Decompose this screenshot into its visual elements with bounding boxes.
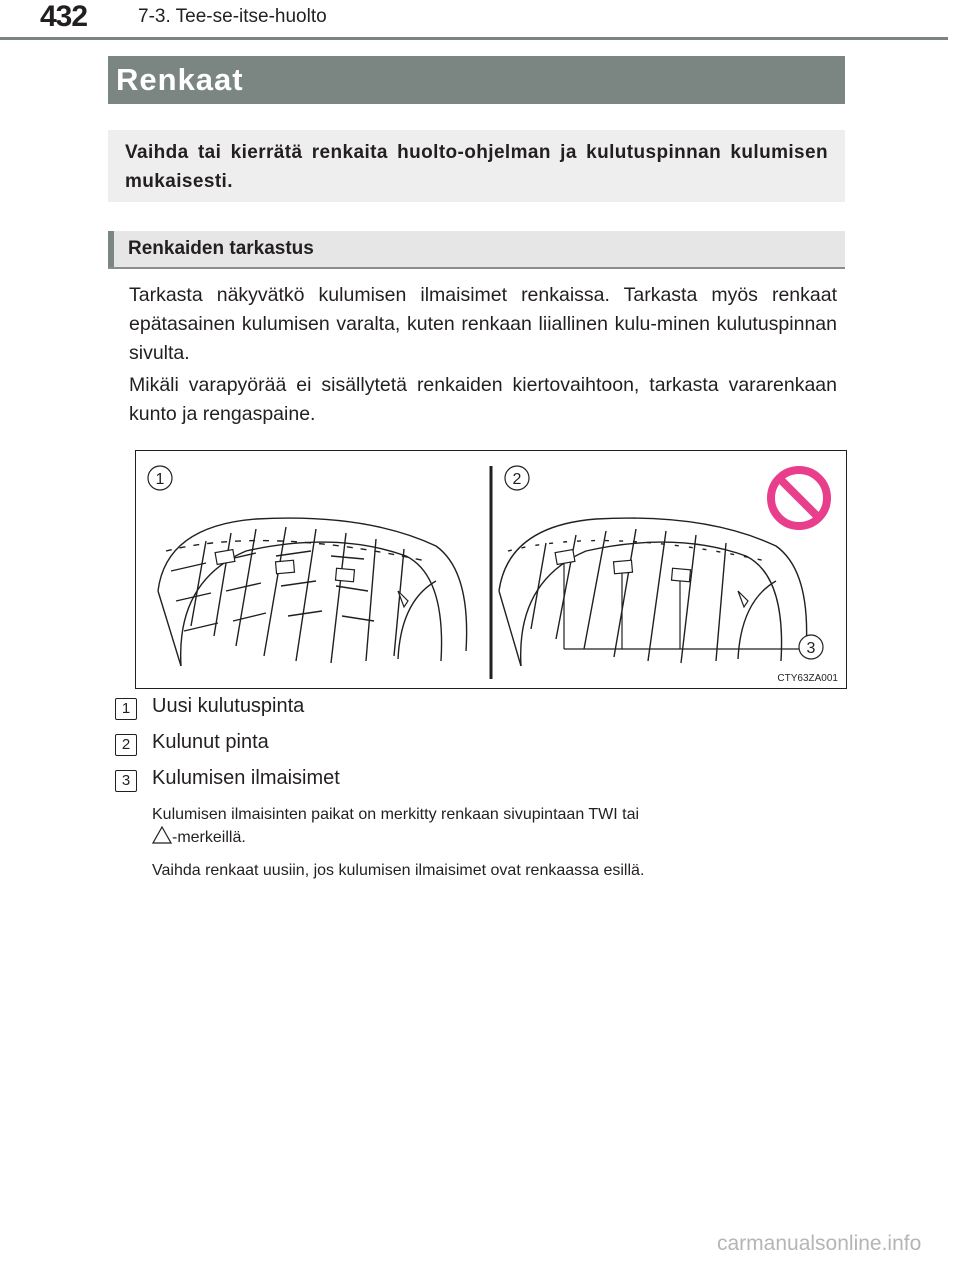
paragraph-1: Tarkasta näkyvätkö kulumisen ilmaisimet renkaissa. Tarkasta myös renkaat epätasainen kulumisen varalta, kuten renkaan liiallinen kulu-minen kulutuspinnan sivulta. bbox=[129, 284, 837, 364]
tire-illustration bbox=[136, 451, 846, 688]
note-1-text: Kulumisen ilmaisinten paikat on merkitty renkaan sivupintaan TWI tai bbox=[152, 806, 640, 823]
header-rule bbox=[0, 37, 948, 40]
page-number: 432 bbox=[40, 0, 88, 33]
legend-item-2 bbox=[115, 731, 269, 756]
watermark: carmanualsonline.info bbox=[717, 1232, 922, 1255]
subsection-title: Renkaiden tarkastus bbox=[128, 238, 314, 259]
wear-indicator-marks-right bbox=[555, 550, 690, 582]
legend-item-3 bbox=[115, 767, 340, 792]
title-bar bbox=[108, 56, 845, 104]
prohibited-icon bbox=[771, 470, 827, 526]
legend-item-1 bbox=[115, 695, 305, 720]
callout-2: 2 bbox=[512, 471, 522, 488]
callout-1: 1 bbox=[155, 471, 165, 488]
legend-number: 2 bbox=[115, 734, 137, 756]
tire-figure bbox=[135, 450, 847, 689]
note-2: Vaihda renkaat uusiin, jos kulumisen ilmaisimet ovat renkaassa esillä. bbox=[152, 862, 645, 879]
subsection-header bbox=[108, 231, 845, 269]
intro-text: Vaihda tai kierrätä renkaita huolto-ohjelman ja kulutuspinnan kulumisen mukaisesti. bbox=[125, 142, 828, 192]
legend-number: 1 bbox=[115, 698, 137, 720]
note-1-suffix: -merkeillä. bbox=[172, 829, 246, 846]
page-title: Renkaat bbox=[116, 62, 244, 97]
twi-triangle-right bbox=[738, 591, 748, 607]
callout-3: 3 bbox=[806, 640, 816, 657]
new-tread-tire bbox=[158, 518, 467, 666]
triangle-icon bbox=[152, 826, 172, 844]
note-1 bbox=[152, 804, 838, 849]
legend-number: 3 bbox=[115, 770, 137, 792]
legend-label: Uusi kulutuspinta bbox=[152, 695, 305, 717]
subsection-accent-bar bbox=[108, 231, 114, 267]
legend-label: Kulumisen ilmaisimet bbox=[152, 767, 340, 789]
legend-label: Kulunut pinta bbox=[152, 731, 269, 753]
paragraph-2: Mikäli varapyörää ei sisällytetä renkaiden kiertovaihtoon, tarkasta vararenkaan kunto ja rengaspaine. bbox=[129, 374, 837, 425]
intro-box bbox=[108, 130, 845, 202]
section-header: 7-3. Tee-se-itse-huolto bbox=[138, 6, 327, 27]
worn-tread-tire bbox=[499, 518, 807, 666]
figure-code: CTY63ZA001 bbox=[777, 673, 838, 684]
